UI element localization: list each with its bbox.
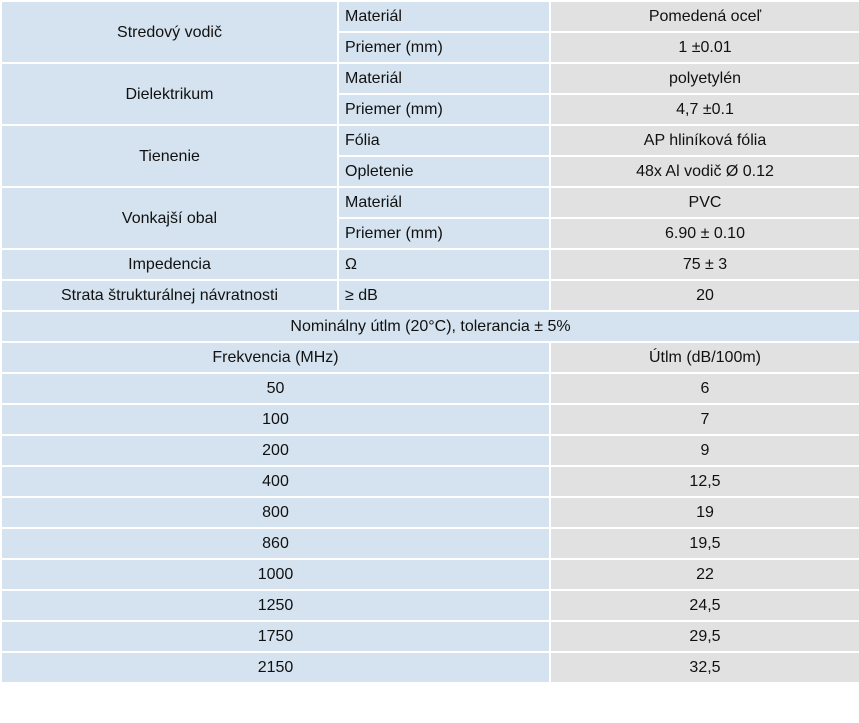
frequency-cell: 800 (1, 497, 550, 528)
spec-parameter: Priemer (mm) (338, 218, 550, 249)
attenuation-cell: 22 (550, 559, 859, 590)
attenuation-cell: 19,5 (550, 528, 859, 559)
spec-table-body (1, 1, 859, 683)
frequency-cell: 100 (1, 404, 550, 435)
spec-value: 4,7 ±0.1 (550, 94, 859, 125)
spec-row (1, 187, 859, 218)
spec-value: 20 (550, 280, 859, 311)
attenuation-row (1, 404, 859, 435)
spec-value: 48x Al vodič Ø 0.12 (550, 156, 859, 187)
attenuation-cell: 7 (550, 404, 859, 435)
attenuation-row (1, 590, 859, 621)
spec-parameter: Ω (338, 249, 550, 280)
spec-parameter: Opletenie (338, 156, 550, 187)
frequency-column-header: Frekvencia (MHz) (1, 342, 550, 373)
attenuation-cell: 24,5 (550, 590, 859, 621)
spec-parameter: Priemer (mm) (338, 32, 550, 63)
attenuation-row (1, 373, 859, 404)
attenuation-title-row (1, 311, 859, 342)
attenuation-row (1, 466, 859, 497)
attenuation-cell: 9 (550, 435, 859, 466)
frequency-cell: 1000 (1, 559, 550, 590)
attenuation-row (1, 497, 859, 528)
spec-row (1, 280, 859, 311)
spec-parameter: Priemer (mm) (338, 94, 550, 125)
spec-row (1, 125, 859, 156)
spec-value: PVC (550, 187, 859, 218)
frequency-cell: 1250 (1, 590, 550, 621)
spec-group-label: Dielektrikum (1, 63, 338, 125)
attenuation-cell: 32,5 (550, 652, 859, 683)
spec-group-label: Vonkajší obal (1, 187, 338, 249)
spec-row (1, 249, 859, 280)
spec-row (1, 63, 859, 94)
spec-parameter: Materiál (338, 187, 550, 218)
attenuation-row (1, 621, 859, 652)
frequency-cell: 50 (1, 373, 550, 404)
spec-group-label: Stredový vodič (1, 1, 338, 63)
spec-parameter: Materiál (338, 63, 550, 94)
attenuation-row (1, 559, 859, 590)
attenuation-cell: 19 (550, 497, 859, 528)
spec-value: AP hliníková fólia (550, 125, 859, 156)
attenuation-column-header: Útlm (dB/100m) (550, 342, 859, 373)
spec-value: 1 ±0.01 (550, 32, 859, 63)
attenuation-row (1, 652, 859, 683)
attenuation-row (1, 528, 859, 559)
spec-parameter: Fólia (338, 125, 550, 156)
spec-parameter: ≥ dB (338, 280, 550, 311)
spec-value: 6.90 ± 0.10 (550, 218, 859, 249)
attenuation-cell: 29,5 (550, 621, 859, 652)
frequency-cell: 200 (1, 435, 550, 466)
spec-value: 75 ± 3 (550, 249, 859, 280)
spec-group-label: Impedencia (1, 249, 338, 280)
attenuation-cell: 6 (550, 373, 859, 404)
spec-value: polyetylén (550, 63, 859, 94)
attenuation-cell: 12,5 (550, 466, 859, 497)
spec-group-label: Tienenie (1, 125, 338, 187)
spec-value: Pomedená oceľ (550, 1, 859, 32)
frequency-cell: 2150 (1, 652, 550, 683)
spec-parameter: Materiál (338, 1, 550, 32)
spec-group-label: Strata štrukturálnej návratnosti (1, 280, 338, 311)
frequency-cell: 860 (1, 528, 550, 559)
attenuation-header-row (1, 342, 859, 373)
frequency-cell: 400 (1, 466, 550, 497)
spec-row (1, 1, 859, 32)
frequency-cell: 1750 (1, 621, 550, 652)
attenuation-row (1, 435, 859, 466)
attenuation-title: Nominálny útlm (20°C), tolerancia ± 5% (1, 311, 859, 342)
